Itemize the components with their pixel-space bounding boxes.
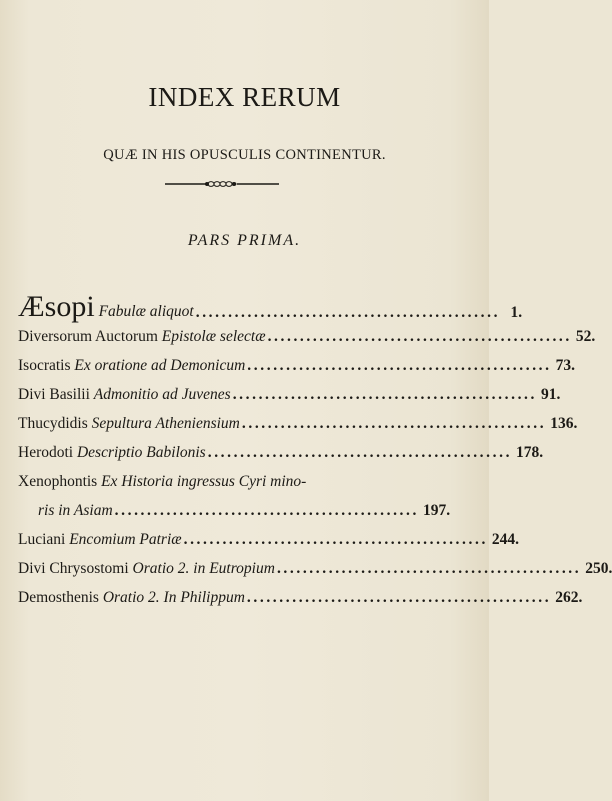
toc-author: Luciani (18, 531, 66, 548)
toc-author: Divi Basilii (18, 386, 90, 403)
toc-page-number: 52. (575, 328, 596, 345)
page-subtitle: QUÆ IN HIS OPUSCULIS CONTINENTUR. (103, 147, 386, 163)
toc-entry: Luciani Encomium Patriæ ............................................... 244. (18, 531, 520, 548)
toc-entry: Demosthenis Oratio 2. In Philippum ............................................... 262. (18, 589, 583, 606)
ornament-divider (163, 178, 281, 190)
toc-work: Oratio 2. in Eutropium (132, 560, 275, 577)
toc-page-number: 197. (422, 502, 451, 519)
toc-author: Demosthenis (18, 589, 99, 606)
toc-page-number: 1. (510, 304, 523, 321)
toc-entry: Æsopi Fabulæ aliquot ............................................... 1. (18, 290, 523, 323)
toc-page-number: 250. (585, 560, 612, 577)
toc-work-continued: ris in Asiam (38, 502, 113, 519)
toc-entry: Divi Chrysostomi Oratio 2. in Eutropium ............................................... 250. (18, 560, 612, 577)
toc-entry: Thucydidis Sepultura Atheniensium ............................................... 136. (18, 415, 578, 432)
toc-page-number: 262. (555, 589, 583, 606)
page-title: INDEX RERUM (148, 82, 341, 112)
toc-entry (18, 473, 402, 502)
toc-entry: Isocratis Ex oratione ad Demonicum ............................................... 73. (18, 357, 575, 374)
toc-page-number: 244. (491, 531, 520, 548)
toc-work: Oratio 2. In Philippum (102, 589, 245, 606)
section-heading: PARS PRIMA. (187, 232, 302, 249)
toc-work: Fabulæ aliquot (98, 303, 194, 320)
toc-work: Admonitio ad Juvenes (93, 386, 231, 403)
toc-page-number: 73. (555, 357, 575, 374)
toc-work: Encomium Patriæ (69, 531, 182, 548)
toc-work: Sepultura Atheniensium (91, 415, 240, 432)
toc-author: Thucydidis (18, 415, 88, 432)
toc-author: Diversorum Auctorum (18, 328, 158, 345)
toc-entry: Diversorum Auctorum Epistolæ selectæ ............................................... 52. (18, 328, 596, 345)
toc-page-number: 91. (541, 386, 561, 403)
toc-author: Xenophontis (18, 473, 98, 490)
toc-work: Epistolæ selectæ (161, 328, 266, 345)
toc-page-number: 178. (516, 444, 544, 461)
toc-entry-continuation: ris in Asiam ............................................... 197. (38, 502, 451, 519)
toc-author: Divi Chrysostomi (18, 560, 129, 577)
toc-author: Æsopi (18, 290, 95, 323)
toc-work: Ex Historia ingressus Cyri mino- (101, 473, 307, 490)
table-of-contents (18, 288, 612, 618)
toc-work: Descriptio Babilonis (76, 444, 206, 461)
toc-entry: Divi Basilii Admonitio ad Juvenes ............................................... 91. (18, 386, 561, 403)
toc-author: Isocratis (18, 357, 71, 374)
toc-author: Herodoti (18, 444, 74, 461)
toc-entry: Herodoti Descriptio Babilonis ............................................... 178. (18, 444, 544, 461)
toc-page-number: 136. (550, 415, 578, 432)
toc-work: Ex oratione ad Demonicum (74, 357, 246, 374)
